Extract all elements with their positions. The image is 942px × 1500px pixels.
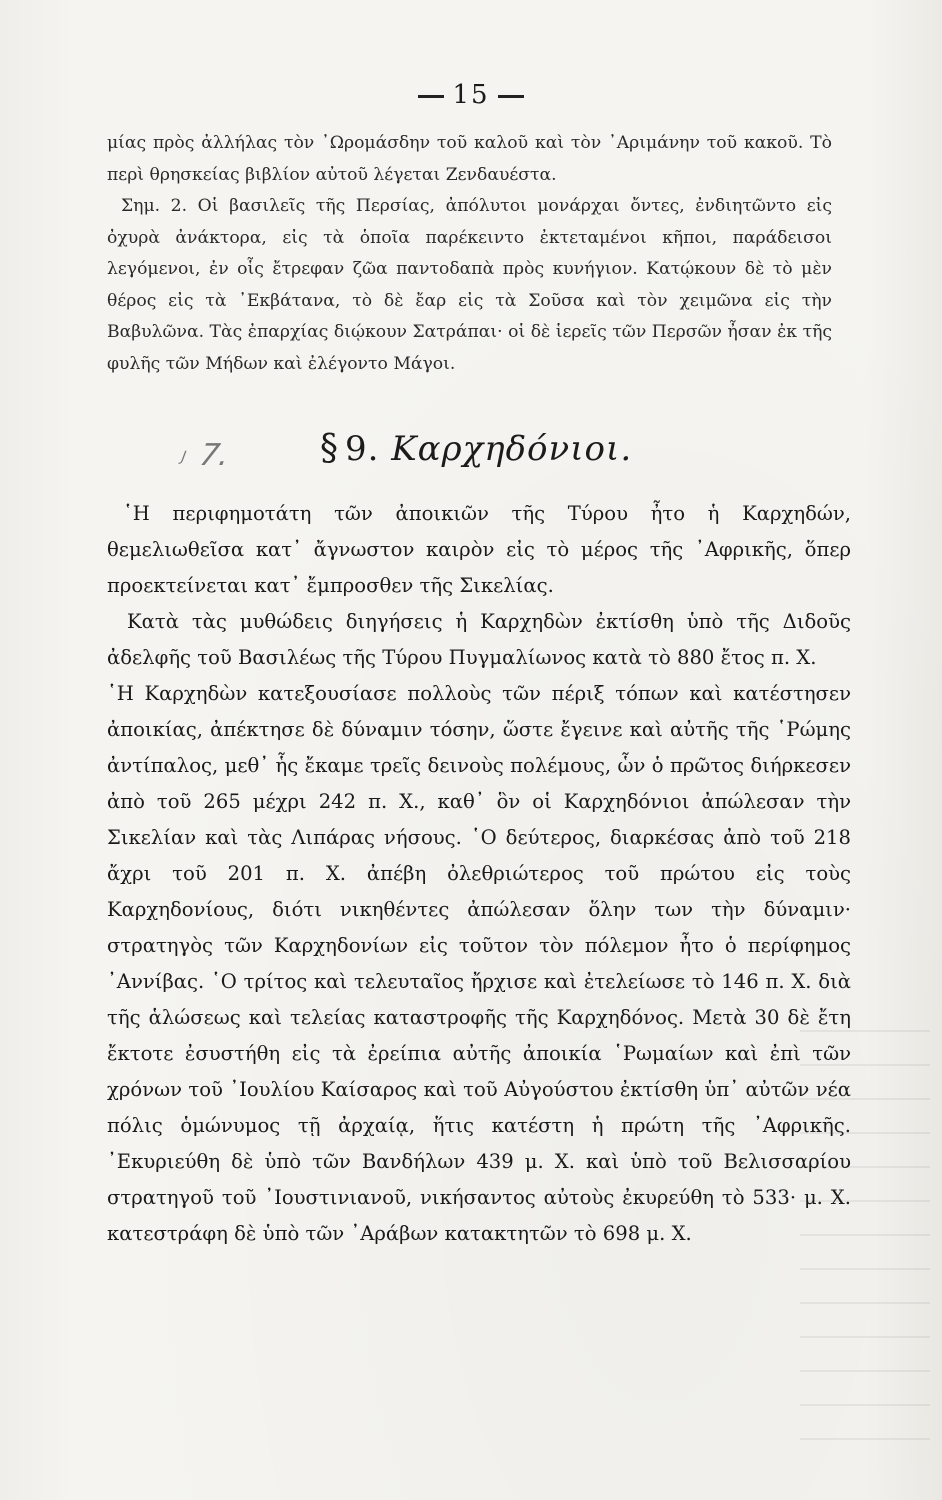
paragraph-2: Κατὰ τὰς μυθώδεις διηγήσεις ἡ Καρχηδὼν ἐκτίσθη ὑπὸ τῆς Διδοῦς ἀδελφῆς τοῦ Βασιλέως τῆς Τύρου Πυγμαλίωνος κατὰ τὸ 880 ἔτος π. Χ.	[107, 610, 851, 669]
margin-mark-large: 7.	[197, 438, 232, 473]
section-heading-row	[0, 418, 942, 490]
section-symbol: §	[320, 428, 339, 469]
handwritten-margin-mark	[179, 438, 232, 473]
section-body	[107, 496, 851, 1252]
show-through-texture	[800, 1030, 930, 1450]
page-number-value: 15	[452, 80, 490, 110]
page-number	[0, 80, 942, 110]
paragraph-3: ῾Η Καρχηδὼν κατεξουσίασε πολλοὺς τῶν πέριξ τόπων καὶ κατέστησεν ἀποικίας, ἀπέκτησε δὲ δύναμιν τόσην, ὥστε ἔγεινε καὶ αὐτῆς τῆς ῾Ρώμης ἀντίπαλος, μεθ᾿ ἧς ἔκαμε τρεῖς δεινοὺς πολέμους, ὧν ὁ πρῶτος διήρκεσεν ἀπὸ τοῦ 265 μέχρι 242 π. Χ., καθ᾿ ὃν οἱ Καρχηδόνιοι ἀπώλεσαν τὴν Σικελίαν καὶ τὰς Λιπάρας νήσους. ῾Ο δεύτερος, διαρκέσας ἀπὸ τοῦ 218 ἄχρι τοῦ 201 π. Χ. ἀπέβη ὀλεθριώτερος τοῦ πρώτου εἰς τοὺς Καρχηδονίους, διότι νικηθέντες ἀπώλεσαν ὅλην των τὴν δύναμιν· στρατηγὸς τῶν Καρχηδονίων εἰς τοῦτον τὸν πόλεμον ἦτο ὁ περίφημος ᾿Αννίβας. ῾Ο τρίτος καὶ τελευταῖος ἤρχισε καὶ ἐτελείωσε τὸ 146 π. Χ. διὰ τῆς ἁλώσεως καὶ τελείας καταστροφῆς τῆς Καρχηδόνος. Μετὰ 30 δὲ ἔτη ἔκτοτε ἐσυστήθη εἰς τὰ ἐρείπια αὐτῆς ἀποικία ῾Ρωμαίων καὶ ἐπὶ τῶν χρόνων τοῦ ᾿Ιουλίου Καίσαρος καὶ τοῦ Αὐγούστου ἐκτίσθη ὑπ᾿ αὐτῶν νέα πόλις ὁμώνυμος τῇ ἀρχαίᾳ, ἥτις κατέστη ἡ πρώτη τῆς ᾿Αφρικῆς. ᾿Εκυριεύθη δὲ ὑπὸ τῶν Βανδήλων 439 μ. Χ. καὶ ὑπὸ τοῦ Βελισσαρίου στρατηγοῦ τοῦ ᾿Ιουστινιανοῦ, νικήσαντος αὐτοὺς ἐκυρεύθη τὸ 533· μ. Χ. κατεστράφη δὲ ὑπὸ τῶν ᾿Αράβων κατακτητῶν τὸ 698 μ. Χ.	[107, 682, 851, 1245]
page-number-dash-left	[418, 95, 444, 98]
note-line-1: μίας πρὸς ἀλλήλας τὸν ᾿Ωρομάσδην τοῦ καλοῦ καὶ τὸν ᾿Αριμάνην τοῦ κακοῦ. Τὸ περὶ θρησκείας βιβλίον αὐτοῦ λέγεται Ζενδαυέστα.	[107, 133, 832, 185]
paragraph-1: ῾Η περιφημοτάτη τῶν ἀποικιῶν τῆς Τύρου ἦτο ἡ Καρχηδών, θεμελιωθεῖσα κατ᾿ ἄγνωστον καιρὸν εἰς τὸ μέρος τῆς ᾿Αφρικῆς, ὅπερ προεκτείνεται κατ᾿ ἔμπροσθεν τῆς Σικελίας.	[107, 502, 851, 597]
section-number: 9.	[345, 429, 380, 469]
note-2: Σημ. 2. Οἱ βασιλεῖς τῆς Περσίας, ἀπόλυτοι μονάρχαι ὄντες, ἐνδιητῶντο εἰς ὀχυρὰ ἀνάκτορα, εἰς τὰ ὁποῖα παρέκειντο ἐκτεταμένοι κῆποι, παράδεισοι λεγόμενοι, ἐν οἷς ἔτρεφαν ζῶα παντοδαπὰ πρὸς κυνήγιον. Κατῴκουν δὲ τὸ μὲν θέρος εἰς τὰ ᾿Εκβάτανα, τὸ δὲ ἔαρ εἰς τὰ Σοῦσα καὶ τὸν χειμῶνα εἰς τὴν Βαβυλῶνα. Τὰς ἐπαρχίας διῴκουν Σατράπαι· οἱ δὲ ἱερεῖς τῶν Περσῶν ἦσαν ἐκ τῆς φυλῆς τῶν Μήδων καὶ ἐλέγοντο Μάγοι.	[107, 196, 832, 374]
footnote-continuation	[107, 128, 832, 380]
section-title	[320, 428, 632, 469]
section-name: Καρχηδόνιοι.	[391, 429, 633, 469]
page-number-dash-right	[498, 95, 524, 98]
margin-mark-small: J	[180, 448, 188, 465]
